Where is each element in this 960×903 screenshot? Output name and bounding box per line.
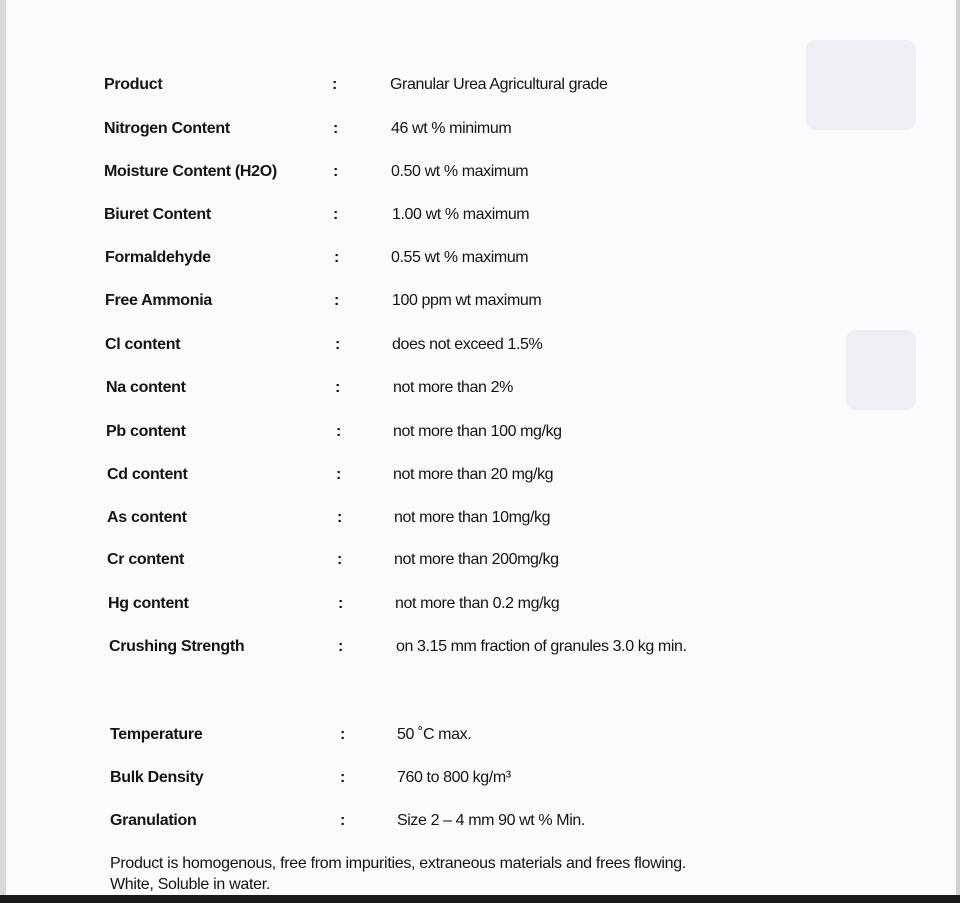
spec-colon: : [338, 595, 344, 612]
spec-value: Granular Urea Agricultural grade [390, 76, 608, 93]
spec-row [6, 163, 956, 185]
physical-value: 50 ˚C max. [397, 726, 472, 743]
spec-value: does not exceed 1.5% [392, 336, 543, 353]
spec-colon: : [334, 249, 340, 266]
spec-value: not more than 20 mg/kg [393, 466, 554, 483]
spec-value: 1.00 wt % maximum [392, 206, 530, 223]
spec-label: Cr content [107, 551, 185, 568]
spec-colon: : [333, 163, 339, 180]
spec-label: Nitrogen Content [104, 120, 230, 137]
spec-value: not more than 10mg/kg [394, 509, 551, 526]
page-right-edge [956, 0, 960, 895]
spec-label: Product [104, 76, 163, 93]
physical-row [6, 726, 956, 748]
physical-label: Bulk Density [110, 769, 204, 786]
physical-value: 760 to 800 kg/m³ [397, 769, 511, 786]
document-page [6, 0, 956, 895]
spec-row [6, 466, 956, 488]
physical-value: Size 2 – 4 mm 90 wt % Min. [397, 812, 585, 829]
spec-value: not more than 200mg/kg [394, 551, 559, 568]
spec-label: Cd content [107, 466, 188, 483]
spec-row [6, 76, 956, 98]
spec-colon: : [333, 120, 339, 137]
spec-colon: : [332, 76, 338, 93]
spec-colon: : [336, 423, 342, 440]
spec-colon: : [336, 466, 342, 483]
spec-label: Hg content [108, 595, 189, 612]
spec-label: Free Ammonia [105, 292, 212, 309]
physical-row [6, 769, 956, 791]
physical-colon: : [340, 769, 346, 786]
physical-row [6, 812, 956, 834]
spec-label: Pb content [106, 423, 186, 440]
spec-value: 0.50 wt % maximum [391, 163, 529, 180]
spec-label: Cl content [105, 336, 181, 353]
spec-label: Biuret Content [104, 206, 211, 223]
spec-value: not more than 0.2 mg/kg [395, 595, 560, 612]
spec-value: 0.55 wt % maximum [391, 249, 529, 266]
spec-colon: : [338, 638, 344, 655]
product-note-line-1: Product is homogenous, free from impurities, extraneous materials and frees flowing. [110, 855, 686, 872]
spec-value: on 3.15 mm fraction of granules 3.0 kg min. [396, 638, 687, 655]
physical-label: Granulation [110, 812, 197, 829]
spec-colon: : [337, 509, 343, 526]
physical-colon: : [340, 726, 346, 743]
spec-row [6, 595, 956, 617]
spec-value: not more than 100 mg/kg [393, 423, 562, 440]
spec-colon: : [333, 206, 339, 223]
spec-row [6, 336, 956, 358]
spec-row [6, 120, 956, 142]
spec-row [6, 638, 956, 660]
spec-colon: : [334, 292, 340, 309]
spec-value: 46 wt % minimum [391, 120, 512, 137]
spec-row [6, 379, 956, 401]
spec-row [6, 206, 956, 228]
physical-colon: : [340, 812, 346, 829]
spec-label: Crushing Strength [109, 638, 245, 655]
spec-row [6, 249, 956, 271]
spec-value: 100 ppm wt maximum [392, 292, 542, 309]
spec-value: not more than 2% [393, 379, 513, 396]
spec-label: Formaldehyde [105, 249, 211, 266]
spec-row [6, 423, 956, 445]
spec-colon: : [335, 336, 341, 353]
spec-row [6, 292, 956, 314]
spec-label: Na content [106, 379, 186, 396]
spec-colon: : [335, 379, 341, 396]
spec-label: As content [107, 509, 187, 526]
physical-label: Temperature [110, 726, 203, 743]
spec-row [6, 551, 956, 573]
product-note-line-2: White, Soluble in water. [110, 876, 270, 893]
bottom-edge [0, 895, 960, 903]
spec-colon: : [337, 551, 343, 568]
spec-label: Moisture Content (H2O) [104, 163, 277, 180]
spec-row [6, 509, 956, 531]
